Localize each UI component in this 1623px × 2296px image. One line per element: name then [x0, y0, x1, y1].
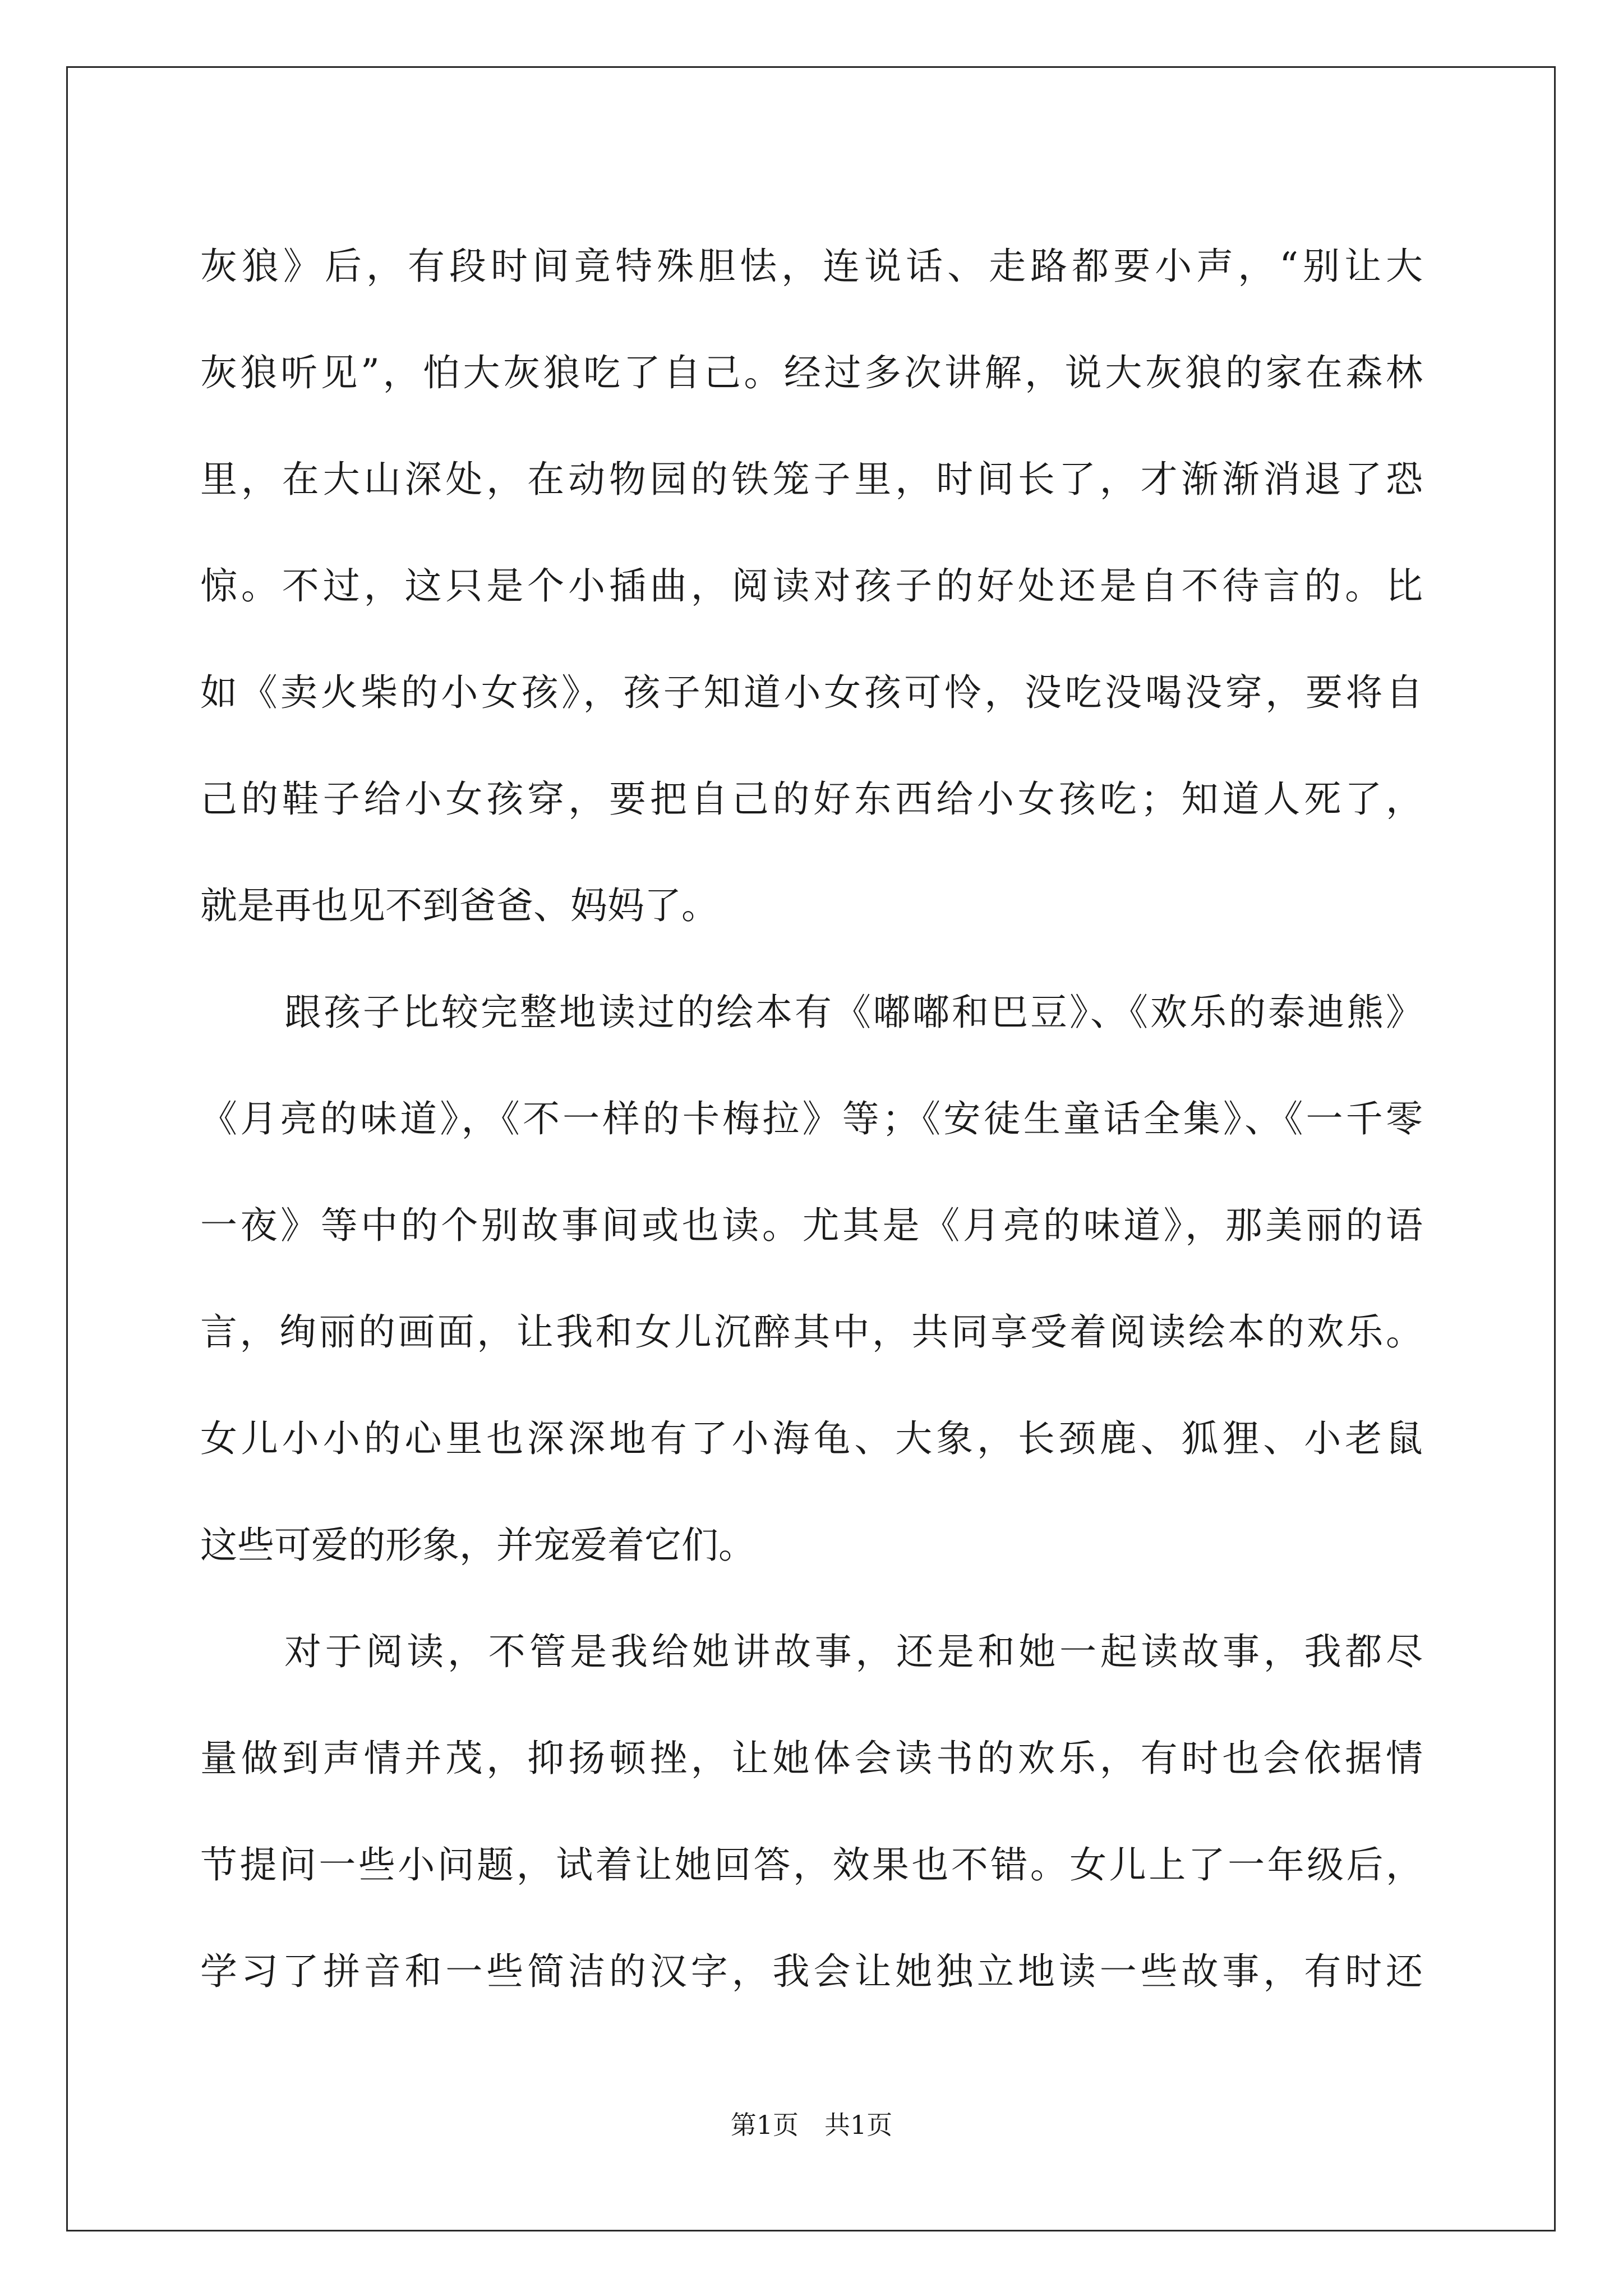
- text-line: 《月亮的味道》，《不一样的卡梅拉》等；《安徒生童话全集》、《一千零: [200, 1097, 1423, 1140]
- text-line: 灰狼听见”，怕大灰狼吃了自己。经过多次讲解，说大灰狼的家在森林: [200, 351, 1423, 394]
- page-total: 共1页: [824, 2110, 893, 2140]
- text-line: 言，绚丽的画面，让我和女儿沉醉其中，共同享受着阅读绘本的欢乐。: [200, 1310, 1423, 1354]
- text-line: 量做到声情并茂，抑扬顿挫，让她体会读书的欢乐，有时也会依据情: [200, 1737, 1423, 1780]
- text-line: 里，在大山深处，在动物园的铁笼子里，时间长了，才渐渐消退了恐: [200, 458, 1423, 501]
- text-line: 节提问一些小问题，试着让她回答，效果也不错。女儿上了一年级后，: [200, 1843, 1423, 1887]
- text-line: 灰狼》后，有段时间竟特殊胆怯，连说话、走路都要小声，“别让大: [200, 245, 1423, 288]
- text-line: 惊。不过，这只是个小插曲，阅读对孩子的好处还是自不待言的。比: [200, 564, 1423, 608]
- text-line: 如《卖火柴的小女孩》，孩子知道小女孩可怜，没吃没喝没穿，要将自: [200, 671, 1423, 714]
- text-line: 学习了拼音和一些简洁的汉字，我会让她独立地读一些故事，有时还: [200, 1950, 1423, 1993]
- document-body: [200, 213, 1423, 2025]
- text-line: 这些可爱的形象，并宠爱着它们。: [200, 1524, 755, 1567]
- paragraph-start-line: 跟孩子比较完整地读过的绘本有《嘟嘟和巴豆》、《欢乐的泰迪熊》: [284, 991, 1423, 1034]
- page-footer: [0, 2108, 1623, 2142]
- page-number: 第1页: [730, 2110, 799, 2140]
- text-line: 己的鞋子给小女孩穿，要把自己的好东西给小女孩吃；知道人死了，: [200, 777, 1423, 821]
- paragraph-start-line: 对于阅读，不管是我给她讲故事，还是和她一起读故事，我都尽: [284, 1630, 1423, 1673]
- text-line: 女儿小小的心里也深深地有了小海龟、大象，长颈鹿、狐狸、小老鼠: [200, 1417, 1423, 1460]
- text-line: 就是再也见不到爸爸、妈妈了。: [200, 884, 718, 927]
- text-line: 一夜》等中的个别故事间或也读。尤其是《月亮的味道》，那美丽的语: [200, 1204, 1423, 1247]
